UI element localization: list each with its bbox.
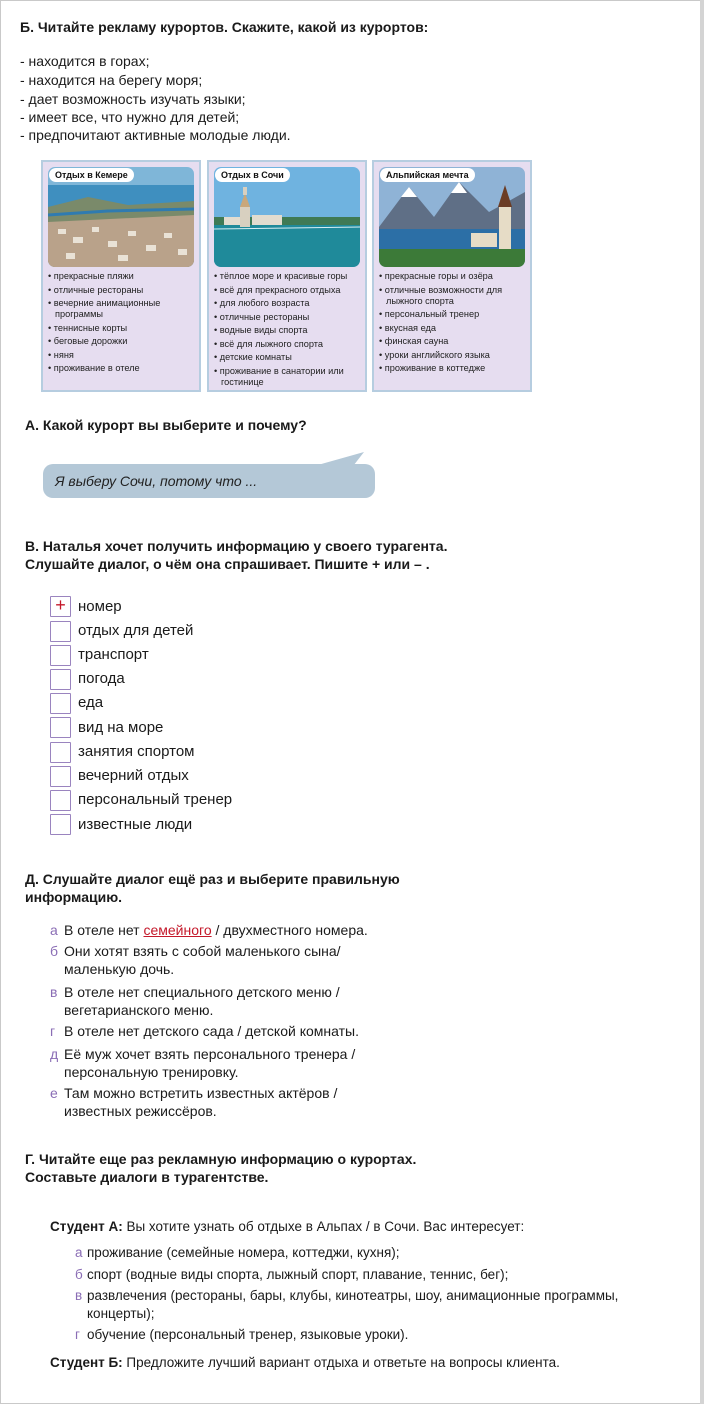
alps-photo (379, 167, 525, 267)
option-letter: а (50, 922, 58, 938)
feature-item: • няня (48, 350, 198, 361)
option-text: вегетарианского меню. (64, 1002, 214, 1018)
checkbox-label: вид на море (78, 719, 164, 736)
option-letter: д (50, 1046, 59, 1062)
checkbox-sea-view[interactable] (50, 717, 71, 738)
feature-item: • отличные рестораны (48, 285, 198, 296)
feature-item: • беговые дорожки (48, 336, 198, 347)
checkbox-label: погода (78, 670, 125, 687)
feature-item: • всё для лыжного спорта (214, 339, 364, 350)
option-letter: б (75, 1267, 83, 1282)
option-letter: б (50, 943, 59, 959)
feature-item: • уроки английского языка (379, 350, 529, 361)
section-b-item: - предпочитают активные молодые люди. (20, 127, 291, 143)
option-text: спорт (водные виды спорта, лыжный спорт, плавание, теннис, бег); (87, 1267, 509, 1282)
section-b-title: Б. Читайте рекламу курортов. Скажите, какой из курортов: (20, 19, 429, 35)
checkbox-label: персональный тренер (78, 791, 233, 808)
checkbox-label: транспорт (78, 646, 149, 663)
section-d-title: информацию. (25, 889, 123, 905)
section-v-title: Слушайте диалог, о чём она спрашивает. Пишите + или – . (25, 556, 430, 572)
checkbox-label: вечерний отдых (78, 767, 189, 784)
feature-item: • вкусная еда (379, 323, 529, 334)
checkbox-nomer[interactable]: + (50, 596, 71, 617)
feature-item: • теннисные корты (48, 323, 198, 334)
checkbox-label: известные люди (78, 816, 193, 833)
feature-item: • проживание в санатории или гостинице (214, 366, 364, 388)
option-letter: г (50, 1023, 56, 1039)
feature-item: • всё для прекрасного отдыха (214, 285, 364, 296)
option-text: В отеле нет детского сада / детской комнаты. (64, 1023, 359, 1039)
checkbox-weather[interactable] (50, 669, 71, 690)
feature-item: • финская сауна (379, 336, 529, 347)
section-b-item: - имеет все, что нужно для детей; (20, 109, 240, 125)
checkbox-label: номер (78, 598, 122, 615)
option-letter: г (75, 1327, 80, 1342)
option-text: концерты); (87, 1306, 155, 1321)
section-d-title: Д. Слушайте диалог ещё раз и выберите правильную (25, 871, 400, 887)
option-text: маленькую дочь. (64, 961, 175, 977)
option-text: обучение (персональный тренер, языковые уроки). (87, 1327, 409, 1342)
option-letter: в (75, 1288, 83, 1303)
checkbox-famous[interactable] (50, 814, 71, 835)
feature-item: • тёплое море и красивые горы (214, 271, 364, 282)
feature-list (214, 271, 364, 390)
checkbox-sport[interactable] (50, 742, 71, 763)
option-text: проживание (семейные номера, коттеджи, кухня); (87, 1245, 400, 1260)
section-a-title: А. Какой курорт вы выберите и почему? (25, 417, 307, 433)
resort-card-kemer (41, 160, 201, 392)
option-letter: в (50, 984, 58, 1000)
feature-item: • водные виды спорта (214, 325, 364, 336)
scrollbar-edge (700, 0, 704, 1404)
feature-item: • отличные возможности для лыжного спорта (379, 285, 529, 307)
feature-item: • прекрасные пляжи (48, 271, 198, 282)
option-text: Её муж хочет взять персонального тренера / (64, 1046, 356, 1062)
checkbox-food[interactable] (50, 693, 71, 714)
section-g-title: Г. Читайте еще раз рекламную информацию о курортах. (25, 1151, 417, 1167)
resort-card-sochi (207, 160, 367, 392)
checkbox-evening[interactable] (50, 766, 71, 787)
section-g-title: Составьте диалоги в турагентстве. (25, 1169, 269, 1185)
feature-list (48, 271, 198, 377)
feature-item: • персональный тренер (379, 309, 529, 320)
checkbox-label: отдых для детей (78, 622, 194, 639)
feature-list (379, 271, 529, 377)
section-b-item: - находится на берегу моря; (20, 72, 203, 88)
kemer-photo (48, 167, 194, 267)
option-text: развлечения (рестораны, бары, клубы, кинотеатры, шоу, анимационные программы, (87, 1288, 619, 1303)
option-text: Они хотят взять с собой маленького сына/ (64, 943, 341, 959)
selected-choice[interactable]: семейного (143, 922, 212, 938)
speech-bubble-text: Я выберу Сочи, потому что ... (55, 473, 258, 489)
option-text: известных режиссёров. (64, 1103, 217, 1119)
feature-item: • прекрасные горы и озёра (379, 271, 529, 282)
feature-item: • проживание в отеле (48, 363, 198, 374)
checkbox-trainer[interactable] (50, 790, 71, 811)
checkbox-children[interactable] (50, 621, 71, 642)
option-letter: а (75, 1245, 83, 1260)
feature-item: • проживание в коттедже (379, 363, 529, 374)
option-letter: е (50, 1085, 58, 1101)
feature-item: • вечерние анимационные программы (48, 298, 198, 320)
section-v-title: В. Наталья хочет получить информацию у своего турагента. (25, 538, 448, 554)
student-b-task: Студент Б: Предложите лучший вариант отдыха и ответьте на вопросы клиента. (50, 1355, 560, 1370)
sochi-photo (214, 167, 360, 267)
section-b-item: - находится в горах; (20, 53, 150, 69)
section-b-item: - дает возможность изучать языки; (20, 91, 246, 107)
option-text: В отеле нет специального детского меню / (64, 984, 340, 1000)
student-a-task: Студент А: Вы хотите узнать об отдыхе в Альпах / в Сочи. Вас интересует: (50, 1219, 525, 1234)
option-text: персональную тренировку. (64, 1064, 239, 1080)
card-title: Отдых в Сочи (215, 168, 290, 182)
resort-card-alps (372, 160, 532, 392)
option-text: В отеле нет семейного / двухместного номера. (64, 922, 368, 938)
checkbox-label: занятия спортом (78, 743, 195, 760)
feature-item: • для любого возраста (214, 298, 364, 309)
option-text: Там можно встретить известных актёров / (64, 1085, 338, 1101)
card-title: Альпийская мечта (380, 168, 475, 182)
checkbox-transport[interactable] (50, 645, 71, 666)
feature-item: • детские комнаты (214, 352, 364, 363)
checkbox-label: еда (78, 694, 104, 711)
card-title: Отдых в Кемере (49, 168, 134, 182)
feature-item: • отличные рестораны (214, 312, 364, 323)
